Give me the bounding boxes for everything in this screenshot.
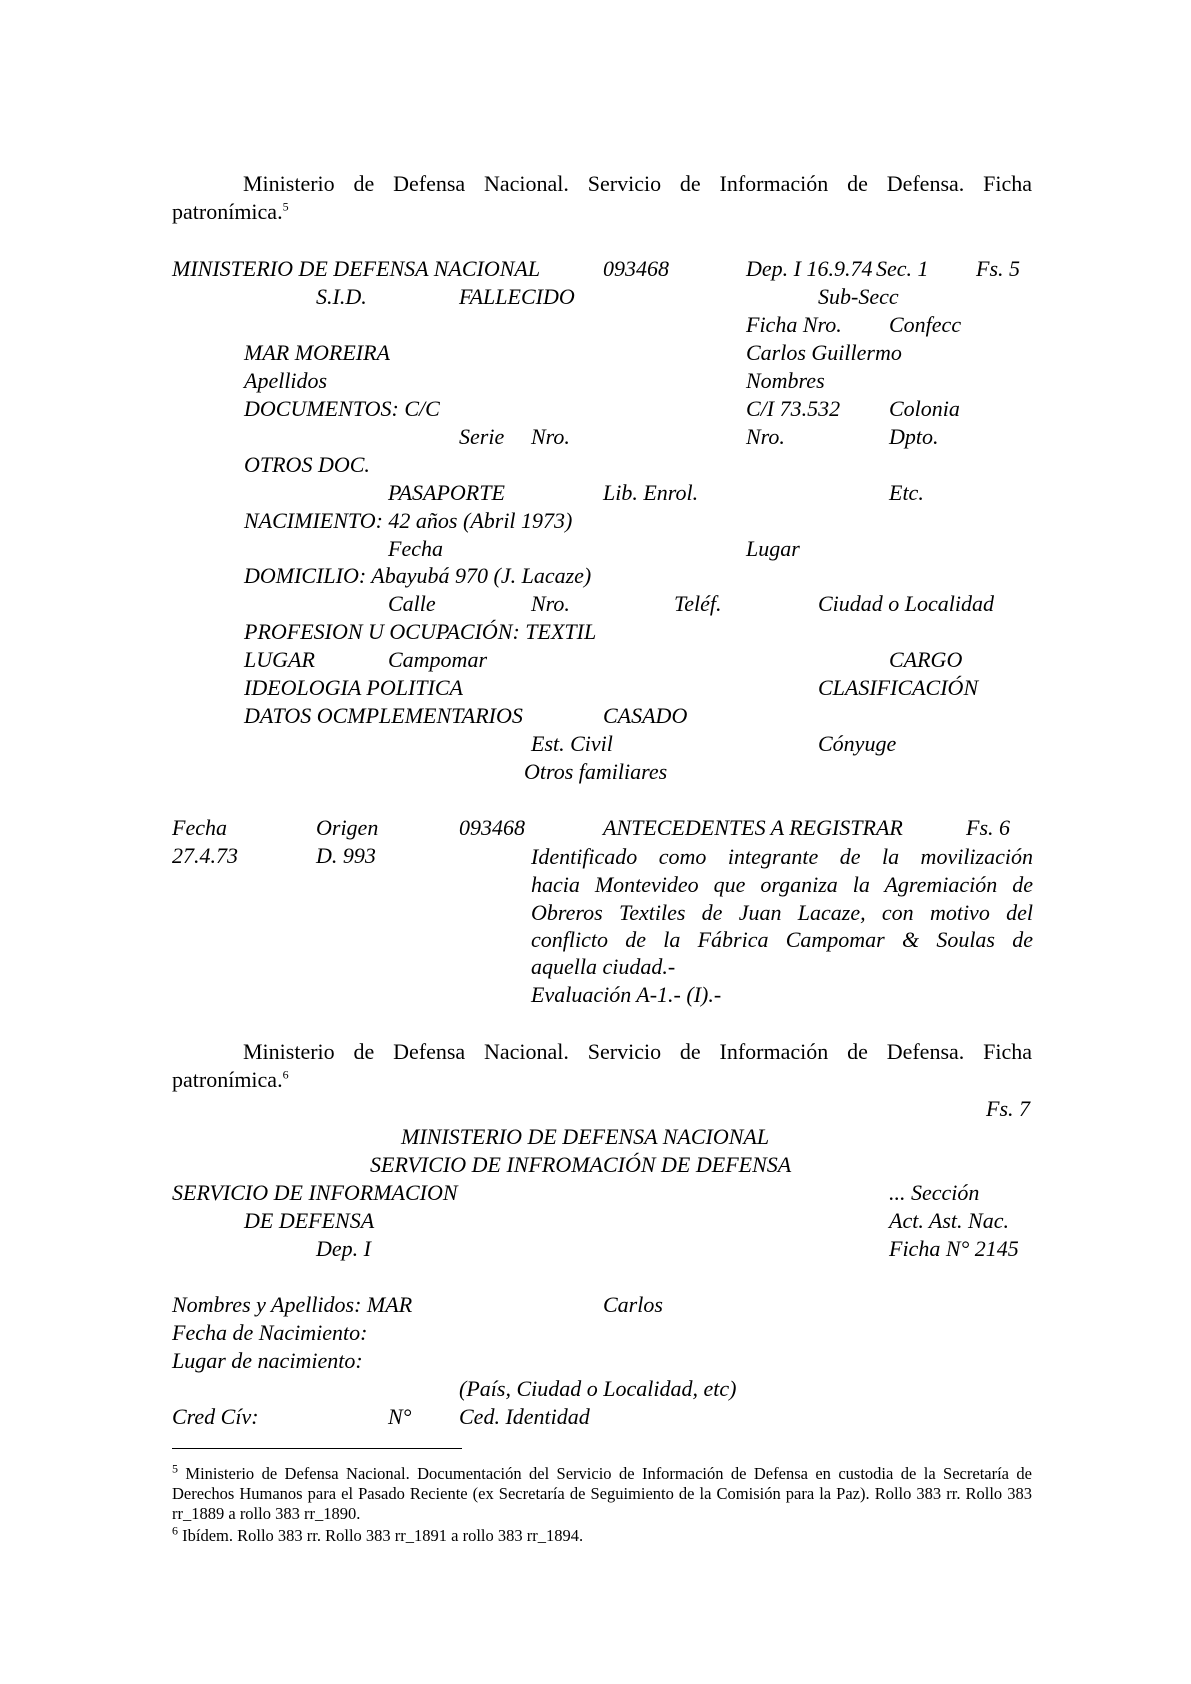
other-docs-label: OTROS DOC. xyxy=(244,452,370,477)
record-line: conflicto de la Fábrica Campomar & Soulas de xyxy=(531,927,1033,952)
given-name-value: Carlos Guillermo xyxy=(746,340,902,365)
identity-card-label: Ced. Identidad xyxy=(459,1404,590,1429)
service-name-2: DE DEFENSA xyxy=(244,1208,375,1233)
footnote-ref: 5 xyxy=(282,199,289,214)
record-title: ANTECEDENTES A REGISTRAR xyxy=(603,815,903,840)
subsecc-label: Sub-Secc xyxy=(818,284,899,309)
intro-text: Ministerio de Defensa Nacional. Servicio de Información de Defensa. Ficha patronímica. xyxy=(172,171,1032,224)
record-origin: D. 993 xyxy=(316,843,376,868)
documents-label: DOCUMENTOS: C/C xyxy=(244,396,440,421)
date-label: Fecha xyxy=(388,536,443,561)
number-label: N° xyxy=(388,1404,412,1429)
record-file-number: 093468 xyxy=(459,815,525,840)
place-label: Lugar xyxy=(746,536,800,561)
sec-label: Sec. 1 xyxy=(876,256,929,281)
birth-label: NACIMIENTO: 42 años (Abril 1973) xyxy=(244,508,573,533)
footnote-6 xyxy=(172,1523,1032,1546)
intro-paragraph-2 xyxy=(172,1038,1032,1094)
footnote-ref: 6 xyxy=(282,1067,289,1082)
street-label: Calle xyxy=(388,591,436,616)
id-number: C/I 73.532 xyxy=(746,396,841,421)
workplace-value: Campomar xyxy=(388,647,488,672)
file-number: 093468 xyxy=(603,256,669,281)
record-date: 27.4.73 xyxy=(172,843,238,868)
service-heading: SERVICIO DE INFROMACIÓN DE DEFENSA xyxy=(370,1152,792,1177)
footnote-text: Ministerio de Defensa Nacional. Documentación del Servicio de Información de Defensa en custodia de la Secretaría de Derechos Humanos para el Pasado Reciente (ex Secretaría de Seguimiento de la Comisión para la Paz). Rollo 383 rr. Rollo 383 rr_1889 a rollo 383 rr_1890. xyxy=(172,1464,1032,1523)
city-label: Ciudad o Localidad xyxy=(818,591,995,616)
ficha-nro-label: Ficha Nro. xyxy=(746,312,842,337)
footnote-text: Ibídem. Rollo 383 rr. Rollo 383 rr_1891 a rollo 383 rr_1894. xyxy=(178,1526,584,1545)
record-line-last: aquella ciudad.- xyxy=(531,954,676,979)
ideology-label: IDEOLOGIA POLITICA xyxy=(244,675,463,700)
serie-label: Serie xyxy=(459,424,505,449)
intro-text: Ministerio de Defensa Nacional. Servicio de Información de Defensa. Ficha patronímica. xyxy=(172,1039,1032,1092)
etc-label: Etc. xyxy=(889,480,924,505)
folio-label-2: Fs. 7 xyxy=(986,1096,1030,1121)
civic-credential-label: Cred Cív: xyxy=(172,1404,259,1429)
surname-value: MAR MOREIRA xyxy=(244,340,390,365)
record-line: Obreros Textiles de Juan Lacaze, con motivo del xyxy=(531,900,1033,925)
given-name-label: Nombres xyxy=(746,368,825,393)
department-value: Colonia xyxy=(889,396,960,421)
department-label: Dep. I xyxy=(316,1236,371,1261)
record-origin-header: Origen xyxy=(316,815,379,840)
surname-label: Apellidos xyxy=(244,368,328,393)
record-folio: Fs. 6 xyxy=(966,815,1010,840)
sid-label: S.I.D. xyxy=(316,284,367,309)
lib-enrol-label: Lib. Enrol. xyxy=(603,480,699,505)
act-label: Act. Ast. Nac. xyxy=(889,1208,1009,1233)
ministerio-label: MINISTERIO DE DEFENSA NACIONAL xyxy=(172,256,541,281)
section-label: ... Sección xyxy=(889,1180,980,1205)
record-evaluation: Evaluación A-1.- (I).- xyxy=(531,982,722,1007)
marital-status-label: Est. Civil xyxy=(531,731,613,756)
birth-date-label: Fecha de Nacimiento: xyxy=(172,1320,368,1345)
ministry-heading: MINISTERIO DE DEFENSA NACIONAL xyxy=(401,1124,770,1149)
complementary-data-label: DATOS OCMPLEMENTARIOS xyxy=(244,703,523,728)
birth-place-label: Lugar de nacimiento: xyxy=(172,1348,363,1373)
intro-paragraph-1 xyxy=(172,170,1032,226)
file-card-number: Ficha N° 2145 xyxy=(889,1236,1019,1261)
location-hint: (País, Ciudad o Localidad, etc) xyxy=(459,1376,737,1401)
marital-status-value: CASADO xyxy=(603,703,688,728)
fallecido-label: FALLECIDO xyxy=(459,284,575,309)
confecc-label: Confecc xyxy=(889,312,962,337)
full-name-label: Nombres y Apellidos: MAR xyxy=(172,1292,413,1317)
spouse-label: Cónyuge xyxy=(818,731,897,756)
record-line: Identificado como integrante de la movilización xyxy=(531,844,1033,869)
footnote-separator xyxy=(172,1448,462,1449)
service-name-1: SERVICIO DE INFORMACION xyxy=(172,1180,458,1205)
position-label: CARGO xyxy=(889,647,963,672)
profession-label: PROFESION U OCUPACIÓN: TEXTIL xyxy=(244,619,597,644)
footnote-number: 5 xyxy=(172,1461,178,1476)
footnote-number: 6 xyxy=(172,1523,178,1538)
other-relatives-label: Otros familiares xyxy=(524,759,668,784)
folio-label: Fs. 5 xyxy=(976,256,1020,281)
workplace-label: LUGAR xyxy=(244,647,315,672)
address-label: DOMICILIO: Abayubá 970 (J. Lacaze) xyxy=(244,563,592,588)
record-date-header: Fecha xyxy=(172,815,227,840)
phone-label: Teléf. xyxy=(674,591,722,616)
first-name-value: Carlos xyxy=(603,1292,663,1317)
nro-label-3: Nro. xyxy=(531,591,570,616)
classification-label: CLASIFICACIÓN xyxy=(818,675,979,700)
record-line: hacia Montevideo que organiza la Agremiación de xyxy=(531,872,1033,897)
passport-label: PASAPORTE xyxy=(388,480,505,505)
footnote-5 xyxy=(172,1461,1032,1524)
dep-date: Dep. I 16.9.74 xyxy=(746,256,873,281)
dpto-label: Dpto. xyxy=(889,424,939,449)
nro-label: Nro. xyxy=(531,424,570,449)
nro-label-2: Nro. xyxy=(746,424,785,449)
